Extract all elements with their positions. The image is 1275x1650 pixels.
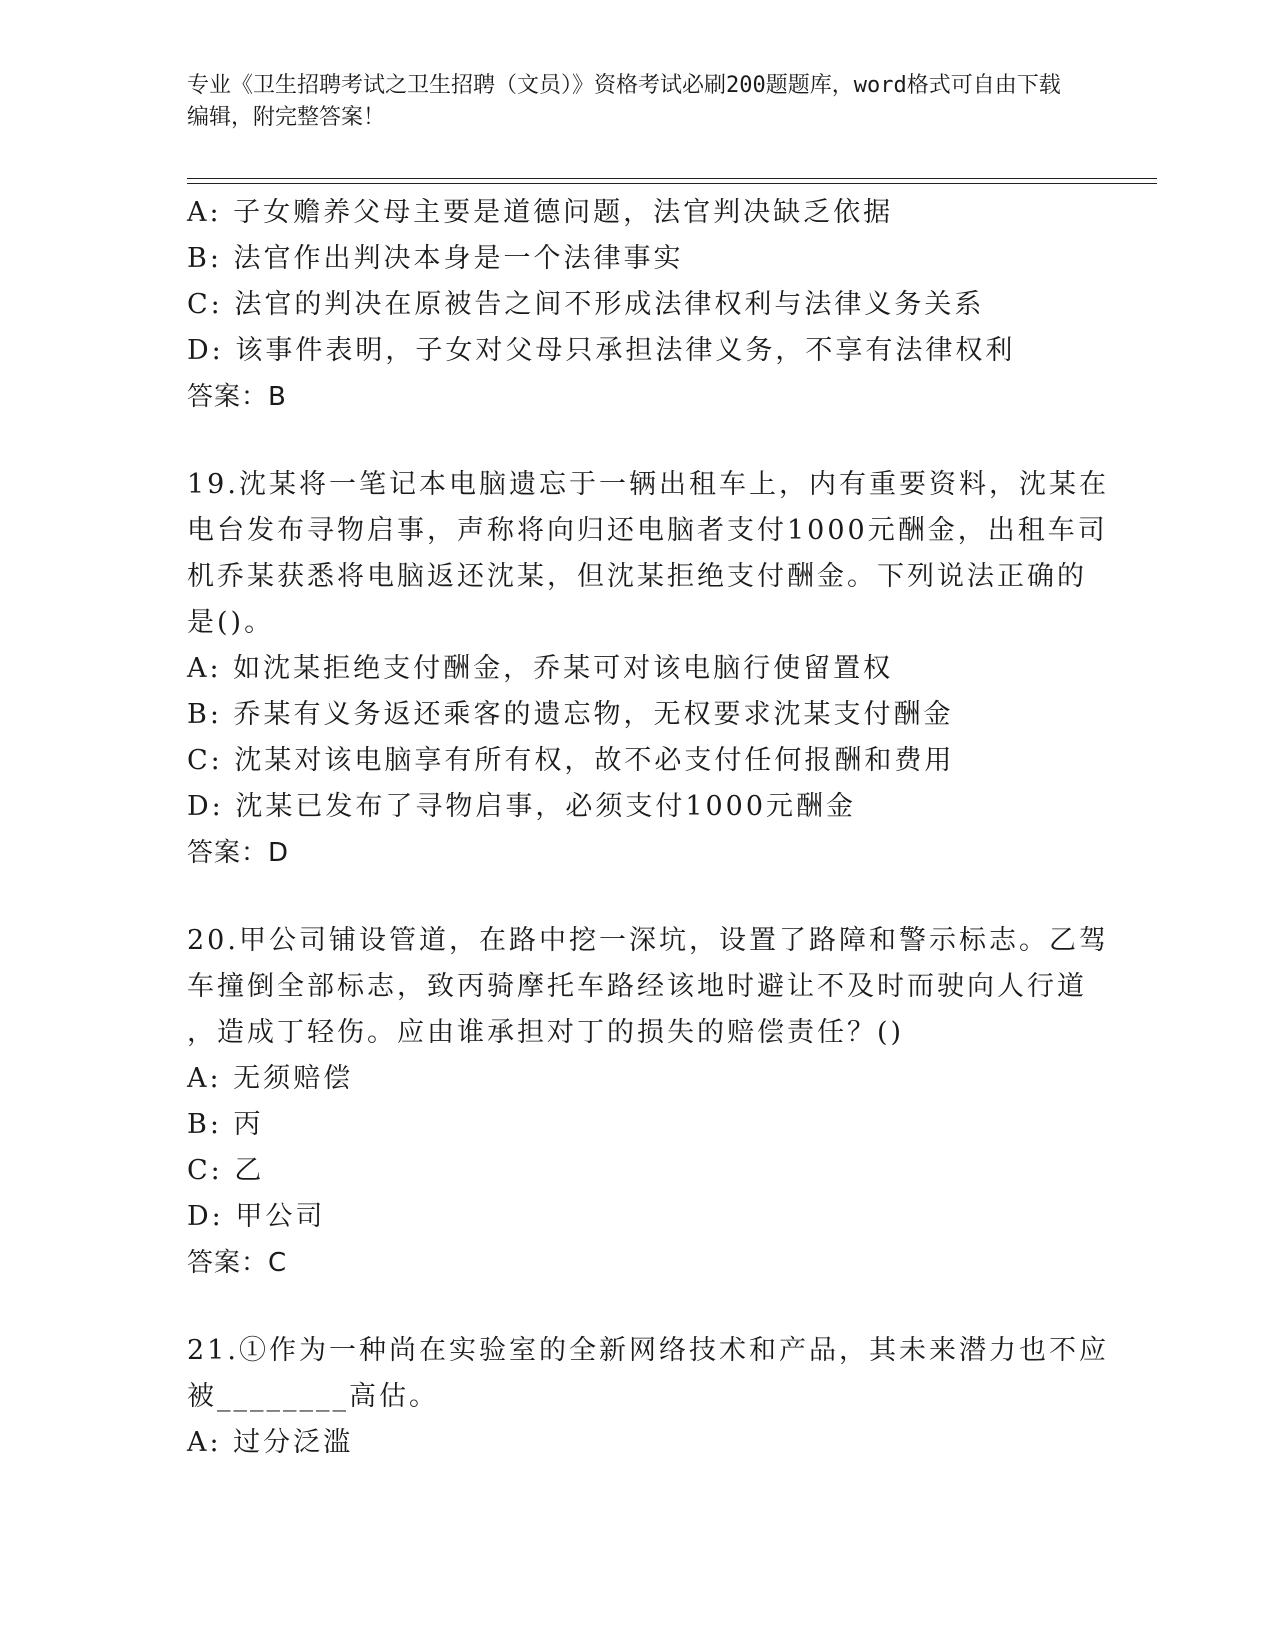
document-header-title: 专业《卫生招聘考试之卫生招聘（文员）》资格考试必刷200题题库，word格式可自由下载编辑，附完整答案！ xyxy=(187,73,1061,130)
question-text-line: 19.沈某将一笔记本电脑遗忘于一辆出租车上，内有重要资料，沈某在 xyxy=(187,469,1109,500)
option-d: D: 沈某已发布了寻物启事，必须支付1000元酬金 xyxy=(187,791,857,822)
option-a: A: 无须赔偿 xyxy=(187,1063,354,1094)
question-text-line: 车撞倒全部标志，致丙骑摩托车路经该地时避让不及时而驶向人行道 xyxy=(187,971,1087,1002)
option-a: A: 如沈某拒绝支付酬金，乔某可对该电脑行使留置权 xyxy=(187,653,894,684)
question-content xyxy=(187,190,1109,1466)
question-text-line: 21.①作为一种尚在实验室的全新网络技术和产品，其未来潜力也不应 xyxy=(187,1335,1109,1366)
header-divider xyxy=(187,178,1157,184)
answer-label: 答案：D xyxy=(187,838,290,868)
option-c: C: 乙 xyxy=(187,1155,265,1186)
option-c: C: 法官的判决在原被告之间不形成法律权利与法律义务关系 xyxy=(187,289,985,320)
answer-label: 答案：B xyxy=(187,382,287,412)
question-18 xyxy=(187,190,1087,420)
question-text-line: 电台发布寻物启事，声称将向归还电脑者支付1000元酬金，出租车司 xyxy=(187,515,1108,546)
question-19 xyxy=(187,462,1109,876)
option-a: A: 过分泛滥 xyxy=(187,1427,354,1458)
question-text-line: 20.甲公司铺设管道，在路中挖一深坑，设置了路障和警示标志。乙驾 xyxy=(187,925,1109,956)
answer-label: 答案：C xyxy=(187,1248,288,1278)
question-text-line: 被________高估。 xyxy=(187,1381,439,1412)
question-20 xyxy=(187,918,1109,1286)
option-a: A: 子女赡养父母主要是道德问题，法官判决缺乏依据 xyxy=(187,197,894,228)
question-text-line: 机乔某获悉将电脑返还沈某，但沈某拒绝支付酬金。下列说法正确的 xyxy=(187,561,1087,592)
option-d: D: 该事件表明，子女对父母只承担法律义务，不享有法律权利 xyxy=(187,335,1016,366)
question-text-line: 是()。 xyxy=(187,607,275,638)
option-b: B: 乔某有义务返还乘客的遗忘物，无权要求沈某支付酬金 xyxy=(187,699,954,730)
option-c: C: 沈某对该电脑享有所有权，故不必支付任何报酬和费用 xyxy=(187,745,955,776)
option-b: B: 丙 xyxy=(187,1109,264,1140)
question-21 xyxy=(187,1328,1109,1466)
option-b: B: 法官作出判决本身是一个法律事实 xyxy=(187,243,684,274)
question-text-line: ，造成丁轻伤。应由谁承担对丁的损失的赔偿责任？() xyxy=(187,1017,905,1048)
option-d: D: 甲公司 xyxy=(187,1201,326,1232)
document-page xyxy=(187,70,1157,1466)
